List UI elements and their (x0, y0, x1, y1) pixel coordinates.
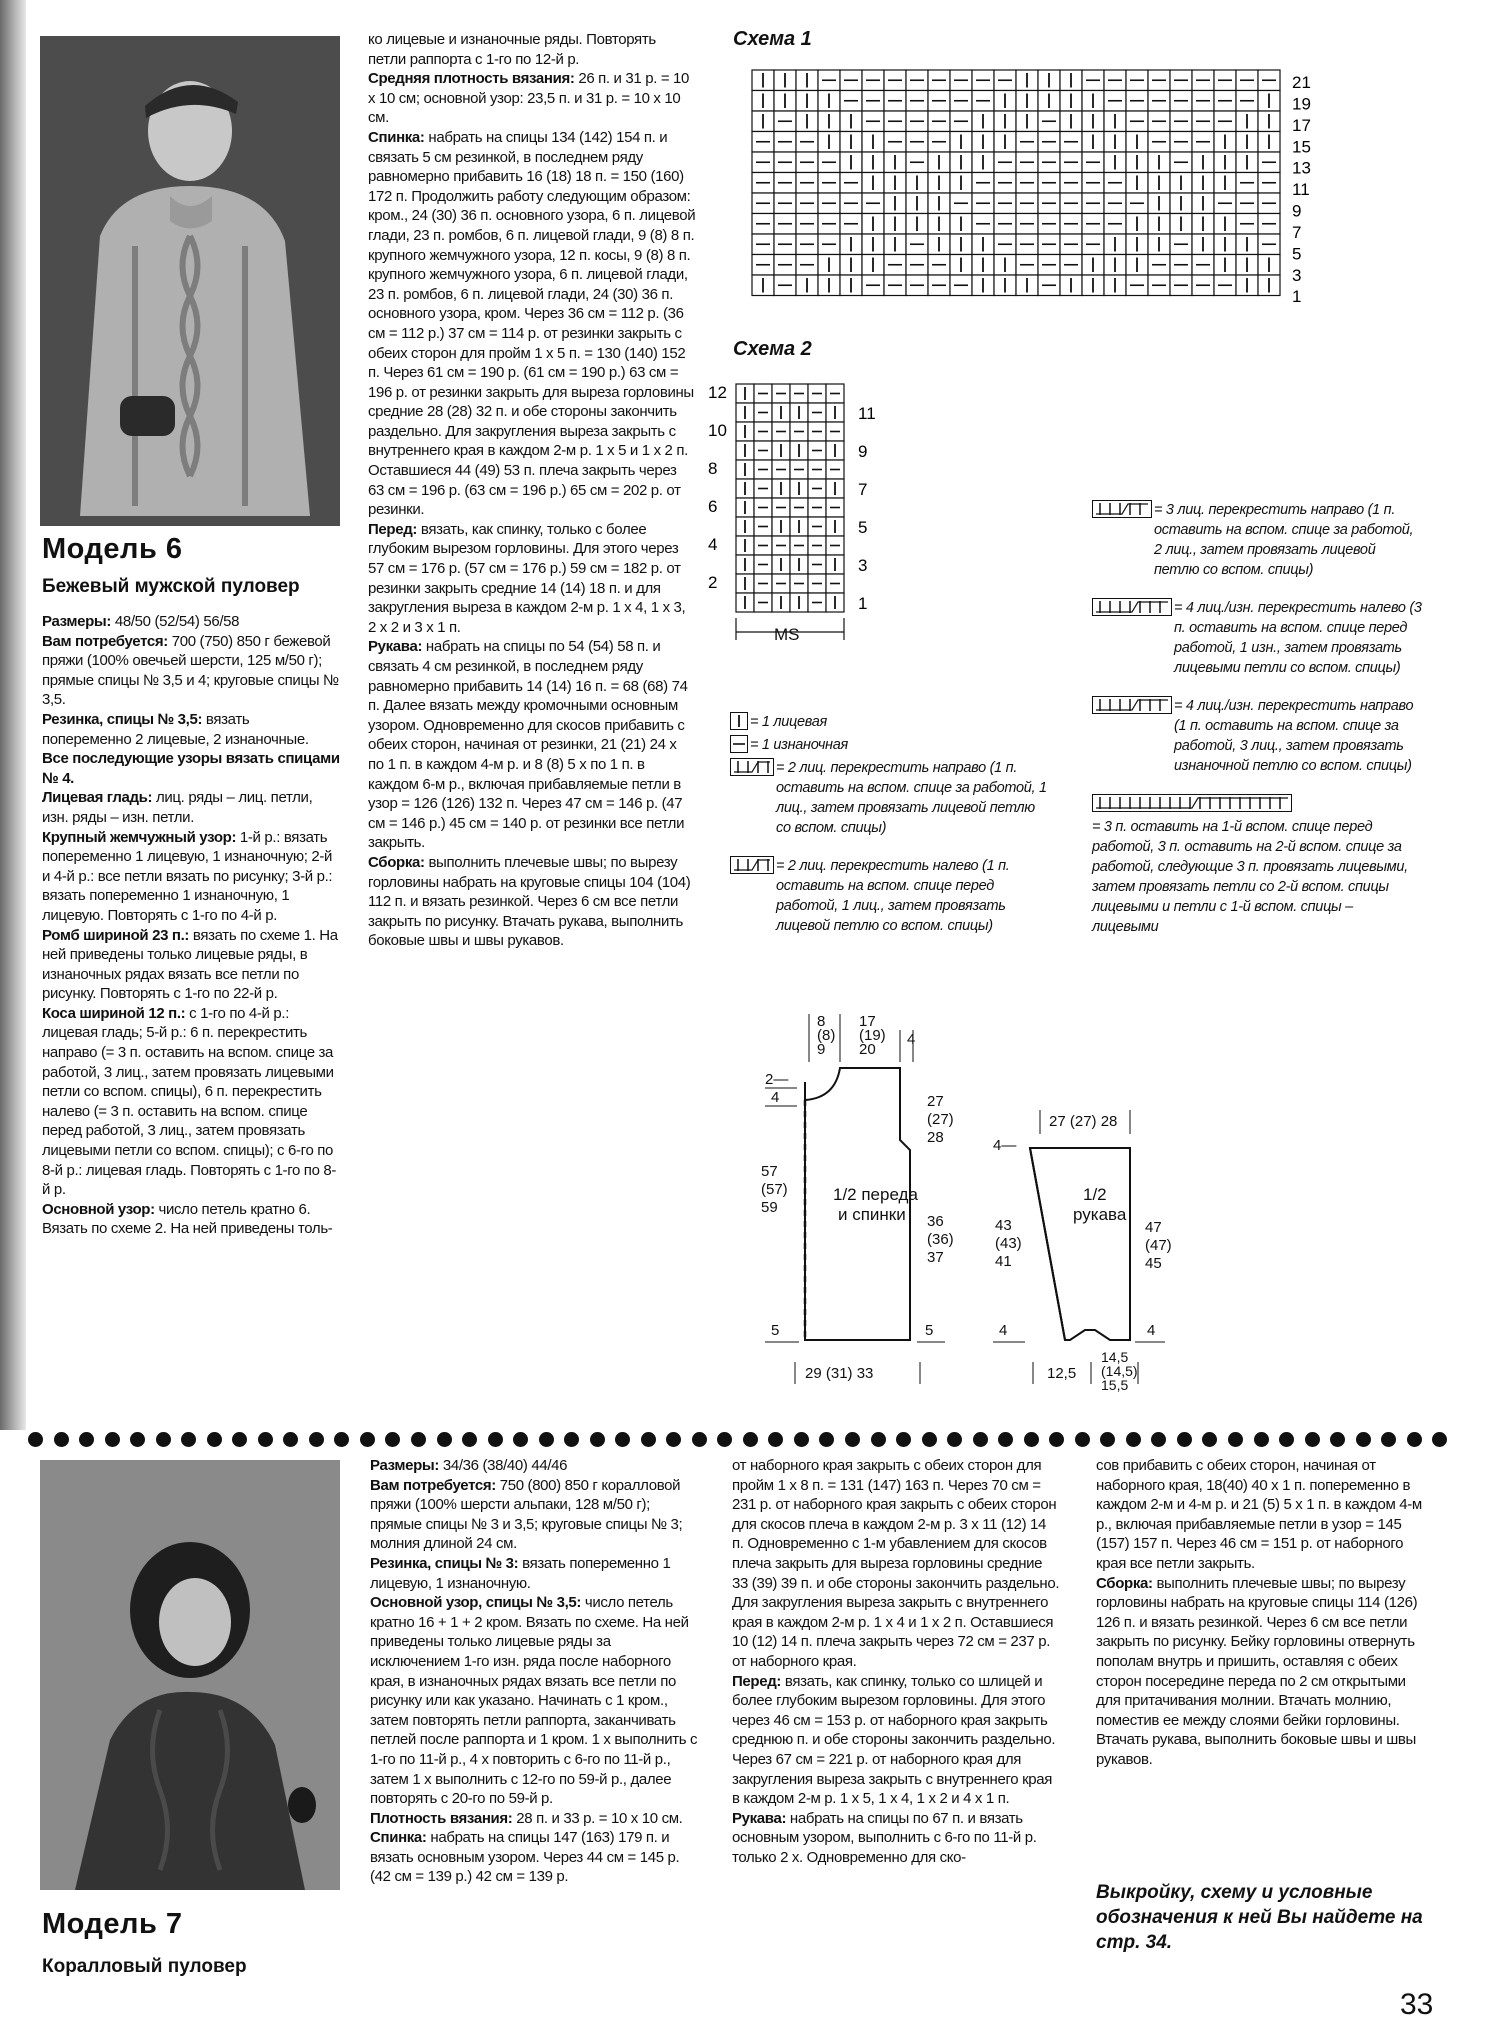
legend-item (1092, 500, 1422, 580)
divider-dot (1177, 1432, 1192, 1447)
divider-dot (717, 1432, 732, 1447)
schema2-left-label: 12 (708, 383, 727, 402)
divider-dot (871, 1432, 886, 1447)
divider-dot (1024, 1432, 1039, 1447)
divider-dot (181, 1432, 196, 1447)
legend-text: = 1 лицевая (750, 714, 827, 730)
divider-dot (1075, 1432, 1090, 1447)
pattern-dimension: 36 (927, 1213, 944, 1230)
man-in-sweater-illustration (40, 36, 340, 526)
legend-item (1092, 696, 1422, 776)
woman-in-pullover-illustration (40, 1460, 340, 1890)
divider-dot (283, 1432, 298, 1447)
schema1-row-label: 17 (1292, 115, 1311, 135)
divider-dot (360, 1432, 375, 1447)
pattern-dimension: 45 (1145, 1255, 1162, 1272)
divider-dot (768, 1432, 783, 1447)
pattern-dimension: (57) (761, 1181, 788, 1198)
pattern-dimension: 15,5 (1101, 1377, 1129, 1393)
schema1-row-label: 9 (1292, 201, 1302, 221)
divider-dot (692, 1432, 707, 1447)
body-label: 1/2 переда (833, 1185, 918, 1204)
pattern-dimension: 43 (995, 1217, 1012, 1234)
divider-dot (1305, 1432, 1320, 1447)
pattern-dimension: 4 (771, 1089, 780, 1106)
schema1-title: Схема 1 (733, 28, 812, 50)
sleeve-pattern (1030, 1148, 1130, 1340)
pattern-dimension: 5 (771, 1322, 780, 1339)
legend-item (730, 735, 1050, 756)
pattern-dimension: 4 (999, 1322, 1008, 1339)
legend-item (730, 712, 1050, 733)
pattern-dimension: 29 (31) 33 (805, 1365, 874, 1382)
schema2-right-label: 1 (858, 594, 868, 613)
pattern-dimension: 20 (859, 1041, 876, 1058)
schema2-ms-label: MS (774, 625, 800, 644)
legend-text: = 2 лиц. перекрестить направо (1 п. оставить на вспом. спице за работой, 1 лиц., затем провязать лицевой петлю со вспом. спицы) (776, 760, 1047, 836)
pattern-dimension: 47 (1145, 1219, 1162, 1236)
legend-symbol-cl2 (730, 856, 774, 874)
divider-dot (207, 1432, 222, 1447)
schema1-row-label: 19 (1292, 94, 1311, 114)
pattern-dimension: (43) (995, 1235, 1022, 1252)
divider-dot (1381, 1432, 1396, 1447)
schema2-right-label: 3 (858, 556, 868, 575)
divider-dot (79, 1432, 94, 1447)
divider-dot (385, 1432, 400, 1447)
schema2-grid (736, 384, 844, 612)
schema1-row-label: 21 (1292, 73, 1311, 92)
schema2-right-label: 11 (858, 404, 876, 423)
body-label: и спинки (838, 1205, 906, 1224)
pattern-dimension: 8 (817, 1013, 826, 1030)
legend-text: = 3 п. оставить на 1-й вспом. спице перед работой, 3 п. оставить на 2-й вспом. спице за работой, следующие 3 п. провязать лицевыми, затем провязать петли со 2-й вспом. спицы лицевыми и петли с 1-й вспом. спицы – лицевыми (1092, 819, 1408, 935)
schema1-row-label: 5 (1292, 244, 1302, 264)
legend-symbol-c9 (1092, 794, 1292, 812)
pattern-dimension: 27 (927, 1093, 944, 1110)
divider-dot (258, 1432, 273, 1447)
divider-dot (1330, 1432, 1345, 1447)
divider-dot (1407, 1432, 1422, 1447)
model7-column-1: Размеры: 34/36 (38/40) 44/46 Вам потребуется: 750 (800) 850 г коралловой пряжи (100% шерсти альпаки, 128 м/50 г); прямые спицы № 3 и 3,5; круговые спицы № 3; молния длиной 24 см. Резинка, спицы № 3: вязать попеременно 1 лицевую, 1 изнаночную. Основной узор, спицы № 3,5: число петель кратно 16 + 1 + 2 кром. Вязать по схеме. На ней приведены только лицевые ряды за исключением 1-го изн. ряда после наборного края, в изнаночных рядах вязать все петли по рисунку или как указано. Начинать с 1 кром., затем повторять петли раппорта, заканчивать петлей после раппорта и 1 кром. 1 х выполнить с 1-го по 11-й р., 4 х повторить с 6-го по 11-й р., затем 1 х выполнить с 12-го по 59-й р., далее повторять с 20-го по 59-й р. Плотность вязания: 28 п. и 33 р. = 10 х 10 см. Спинка: набрать на спицы 147 (163) 179 п. и вязать основным узором. Через 44 см = 145 р. (42 см = 139 р.) 42 см = 139 р. (370, 1457, 698, 1886)
divider-dot (1100, 1432, 1115, 1447)
divider-dot (666, 1432, 681, 1447)
schema2-title: Схема 2 (733, 338, 812, 360)
page-gutter-shadow (0, 0, 26, 1430)
section-divider-dots (28, 1426, 1448, 1452)
divider-dot (896, 1432, 911, 1447)
divider-dot (1228, 1432, 1243, 1447)
model7-subtitle: Коралловый пуловер (42, 1956, 247, 1977)
divider-dot (232, 1432, 247, 1447)
pattern-dimension: 27 (27) 28 (1049, 1113, 1118, 1130)
model7-column-3: сов прибавить с обеих сторон, начиная от наборного края, 18(40) 40 х 1 п. попеременно в каждом 2-м и 4-м р. и 21 (5) 5 х 1 п. в каждом 4-м р., включая прибавляемые петли в узор = 145 (157) 157 п. Через 46 см = 151 р. от наборного края все петли закрыть. Сборка: выполнить плечевые швы; по вырезу горловины набрать на круговые спицы 114 (126) 126 п. и вязать резинкой. Через 6 см все петли закрыть по рисунку. Бейку горловины отвернуть пополам внутрь и пришить, оставляя с обеих сторон посередине переда по 2 см открытыми для притачивания молнии. Втачать молнию, поместив ее между слоями бейки горловины. Втачать рукава, выполнить боковые швы и швы рукавов. (1096, 1457, 1422, 1768)
divider-dot (334, 1432, 349, 1447)
legend-text: = 4 лиц./изн. перекрестить налево (3 п. оставить на вспом. спице перед работой, 1 изн., затем провязать лицевыми петли со вспом. спицы) (1174, 600, 1422, 676)
pattern-dimension: 57 (761, 1163, 778, 1180)
schema2-left-label: 6 (708, 497, 718, 516)
schema2-right-label: 7 (858, 480, 868, 499)
model6-subtitle: Бежевый мужской пуловер (42, 576, 300, 597)
pattern-dimension: 4— (993, 1137, 1017, 1154)
legend-text: = 4 лиц./изн. перекрестить направо (1 п. оставить на вспом. спице за работой, 3 лиц., затем провязать изнаночной петлю со вспом. спицы) (1174, 698, 1414, 774)
divider-dot (1254, 1432, 1269, 1447)
schema1-row-label: 3 (1292, 265, 1302, 285)
pattern-dimension: 5 (925, 1322, 934, 1339)
pattern-dimension: 41 (995, 1253, 1012, 1270)
pattern-dimension: (19) (859, 1027, 886, 1044)
schema2-left-label: 10 (708, 421, 727, 440)
pattern-dimension: 37 (927, 1249, 944, 1266)
pattern-dimension: 12,5 (1047, 1365, 1077, 1382)
model7-title: Модель 7 (42, 1908, 183, 1940)
divider-dot (1202, 1432, 1217, 1447)
pattern-dimension: (14,5) (1101, 1363, 1138, 1379)
divider-dot (819, 1432, 834, 1447)
schema1-row-label: 11 (1292, 180, 1310, 200)
model6-photo (40, 36, 340, 526)
schema2-chart (690, 372, 930, 692)
sleeve-label: 1/2 (1083, 1185, 1107, 1204)
legend-symbol-cl4 (1092, 598, 1172, 616)
divider-dot (488, 1432, 503, 1447)
model6-column-1: Размеры: 48/50 (52/54) 56/58 Вам потребуется: 700 (750) 850 г бежевой пряжи (100% овечьей шерсти, 125 м/50 г); прямые спицы № 3,5 и 4; круговые спицы № 3,5. Резинка, спицы № 3,5: вязать попеременно 2 лицевые, 2 изнаночные. Все последующие узоры вязать спицами № 4. Лицевая гладь: лиц. ряды – лиц. петли, изн. ряды – изн. петли. Крупный жемчужный узор: 1-й р.: вязать попеременно 1 лицевую, 1 изнаночную; 2-й и 4-й р.: все петли вязать по рисунку; 3-й р.: вязать попеременно 1 изнаночную, 1 лицевую. Повторять с 1-го по 4-й р. Ромб шириной 23 п.: вязать по схеме 1. На ней приведены только лицевые ряды, в изнаночных рядах вязать все петли по рисунку. Повторять с 1-го по 22-й р. Коса шириной 12 п.: с 1-го по 4-й р.: лицевая гладь; 5-й р.: 6 п. перекрестить направо (= 3 п. оставить на вспом. спице за работой, 3 лиц., затем провязать лицевыми петли со вспом. спицы), 6 п. перекрестить налево (= 3 п. оставить на вспом. спице перед работой, 3 лиц., затем провязать лицевыми петли со вспом. спицы); с 6-го по 8-й р.: лицевая гладь. Повторять с 1-го по 8-й р. Основной узор: число петель кратно 6. Вязать по схеме 2. На ней приведены толь- (42, 613, 340, 1238)
page-number: 33 (1400, 1988, 1434, 2021)
pattern-dimension: 28 (927, 1129, 944, 1146)
divider-dot (54, 1432, 69, 1447)
legend-symbol-k (730, 712, 748, 730)
schema1-grid (752, 70, 1280, 296)
divider-dot (845, 1432, 860, 1447)
schema1-chart (732, 60, 1322, 332)
legend-symbol-p (730, 735, 748, 753)
sleeve-label: рукава (1073, 1205, 1127, 1224)
divider-dot (947, 1432, 962, 1447)
divider-dot (437, 1432, 452, 1447)
divider-dot (28, 1432, 43, 1447)
pattern-dimension: (27) (927, 1111, 954, 1128)
legend-left (730, 712, 1050, 936)
model6-title: Модель 6 (42, 533, 183, 565)
schema2-left-label: 2 (708, 573, 718, 592)
model7-column-2: от наборного края закрыть с обеих сторон для пройм 1 х 8 п. = 131 (147) 163 п. Через 70 см = 231 р. от наборного края закрыть с обеих сторон для скосов плеча в каждом 2-м р. 3 х 11 (12) 14 п. Одновременно с 1-м убавлением для скосов плеча закрыть для выреза горловины средние 33 (39) 39 п. и обе стороны закончить раздельно. Для закругления выреза закрыть с внутреннего края в каждом 2-м р. 1 х 4 и 1 х 2 п. Оставшиеся 10 (12) 14 п. плеча закрыть через 72 см = 237 р. от наборного края. Перед: вязать, как спинку, только со шлицей и более глубоким вырезом горловины. Для этого через 46 см = 153 р. от наборного края закрыть среднюю п. и обе стороны закончить раздельно. Через 67 см = 221 р. от наборного края для закругления выреза закрыть с внутреннего края в каждом 2-м р. 1 х 5, 1 х 4, 1 х 2 и 4 х 1 п. Рукава: набрать на спицы по 67 п. и вязать основным узором, выполнить с 6-го по 11-й р. только 2 х. Одновременно для ско- (732, 1457, 1060, 1866)
pattern-dimension: (36) (927, 1231, 954, 1248)
divider-dot (615, 1432, 630, 1447)
divider-dot (641, 1432, 656, 1447)
divider-dot (1049, 1432, 1064, 1447)
model6-column-2: ко лицевые и изнаночные ряды. Повторять петли раппорта с 1-го по 12-й р. Средняя плотность вязания: 26 п. и 31 р. = 10 х 10 см; основной узор: 23,5 п. и 31 р. = 10 х 10 см. Спинка: набрать на спицы 134 (142) 154 п. и связать 5 см резинкой, в последнем ряду равномерно прибавить 16 (18) 18 п. = 150 (160) 172 п. Продолжить работу следующим образом: кром., 24 (30) 36 п. основного узора, 6 п. лицевой глади, 23 п. ромбов, 6 п. лицевой глади, 9 (8) 8 п. крупного жемчужного узора, 12 п. косы, 9 (8) 8 п. крупного жемчужного узора, 6 п. лицевой глади, 23 п. ромбов, 6 п. лицевой глади, 24 (30) 36 п. основного узора, кром. Через 36 см = 112 р. (36 см = 112 р.) 37 см = 114 р. от резинки закрыть с обеих сторон для пройм 1 х 5 п. = 130 (140) 152 п. Через 61 см = 190 р. (61 см = 190 р.) 63 см = 196 р. от резинки закрыть для выреза горловины средние 28 (28) 32 п. и обе стороны закончить раздельно. Для закругления выреза закрыть с внутреннего края в каждом 2-м р. 1 х 5 и 1 х 2 п. Оставшиеся 44 (49) 53 п. плеча закрыть через 63 см = 196 р. (63 см = 196 р.) 65 см = 202 р. от резинки. Перед: вязать, как спинку, только с более глубоким вырезом горловины. Для этого через 57 см = 176 р. (57 см = 176 р.) 59 см = 182 р. от резинки закрыть средние 14 (14) 18 п. и для закругления выреза в каждом 2-м р. 1 х 4, 1 х 3, 2 х 2 и 3 х 1 п. Рукава: набрать на спицы по 54 (54) 58 п. и связать 4 см резинкой, в последнем ряду равномерно прибавить 14 (14) 16 п. = 68 (68) 74 п. Далее вязать между кромочными основным узором. Одновременно для скосов прибавить с обеих сторон, начиная от резинки, 21 (21) 24 х по 1 п. в каждом 4-м р. и 8 (8) 5 х по 1 п. в каждом 6-м р., включая прибавляемые петли в узор = 126 (126) 132 п. Через 47 см = 146 р. (47 см = 146 р.) 45 см = 140 р. от резинки все петли закрыть. Сборка: выполнить плечевые швы; по вырезу горловины набрать на круговые спицы 104 (104) 112 п. и вязать резинкой. Через 6 см все петли закрыть по рисунку. Втачать рукава, выполнить боковые швы и швы рукавов. (368, 31, 696, 950)
divider-dot (1151, 1432, 1166, 1447)
pattern-dimension: 9 (817, 1041, 826, 1058)
divider-dot (1356, 1432, 1371, 1447)
body-pattern (805, 1068, 910, 1340)
divider-dot (590, 1432, 605, 1447)
divider-dot (1126, 1432, 1141, 1447)
divider-dot (539, 1432, 554, 1447)
pattern-dimension: (47) (1145, 1237, 1172, 1254)
schema1-row-label: 13 (1292, 158, 1311, 178)
divider-dot (156, 1432, 171, 1447)
legend-text: = 3 лиц. перекрестить направо (1 п. оставить на вспом. спице за работой, 2 лиц., затем провязать лицевой петлю со вспом. спицы) (1154, 502, 1414, 578)
legend-symbol-cr4 (1092, 696, 1172, 714)
legend-symbol-cr2 (730, 758, 774, 776)
schema2-left-label: 4 (708, 535, 718, 554)
legend-text: = 2 лиц. перекрестить налево (1 п. оставить на вспом. спице перед работой, 1 лиц., затем провязать лицевой петлю со вспом. спицы) (776, 858, 1010, 934)
legend-item (1092, 598, 1422, 678)
pattern-dimension: 2— (765, 1071, 789, 1088)
schema2-right-label: 5 (858, 518, 868, 537)
divider-dot (1279, 1432, 1294, 1447)
divider-dot (411, 1432, 426, 1447)
divider-dot (922, 1432, 937, 1447)
legend-symbol-cr3 (1092, 500, 1152, 518)
schema2-right-label: 9 (858, 442, 868, 461)
model7-page-reference-note: Выкройку, схему и условные обозначения к ней Вы найдете на стр. 34. (1096, 1882, 1423, 1953)
schema1-row-label: 15 (1292, 137, 1311, 157)
divider-dot (794, 1432, 809, 1447)
pattern-dimension: 17 (859, 1013, 876, 1030)
divider-dot (973, 1432, 988, 1447)
pattern-dimension: (8) (817, 1027, 836, 1044)
divider-dot (130, 1432, 145, 1447)
schema1-row-label: 7 (1292, 222, 1302, 242)
model7-photo (40, 1460, 340, 1890)
divider-dot (513, 1432, 528, 1447)
divider-dot (105, 1432, 120, 1447)
legend-text: = 1 изнаночная (750, 737, 848, 753)
divider-dot (998, 1432, 1013, 1447)
divider-dot (564, 1432, 579, 1447)
legend-item (1092, 794, 1422, 937)
schema1-row-label: 1 (1292, 287, 1302, 307)
divider-dot (1432, 1432, 1447, 1447)
divider-dot (743, 1432, 758, 1447)
legend-item (730, 758, 1050, 838)
legend-item (730, 856, 1050, 936)
pattern-dimension: 4 (1147, 1322, 1156, 1339)
divider-dot (462, 1432, 477, 1447)
pattern-dimension: 4 (907, 1031, 916, 1048)
pattern-dimension: 59 (761, 1199, 778, 1216)
pattern-dimension: 14,5 (1101, 1349, 1129, 1365)
legend-right (1092, 500, 1422, 955)
divider-dot (309, 1432, 324, 1447)
schema2-left-label: 8 (708, 459, 718, 478)
pattern-diagram (735, 1000, 1455, 1400)
